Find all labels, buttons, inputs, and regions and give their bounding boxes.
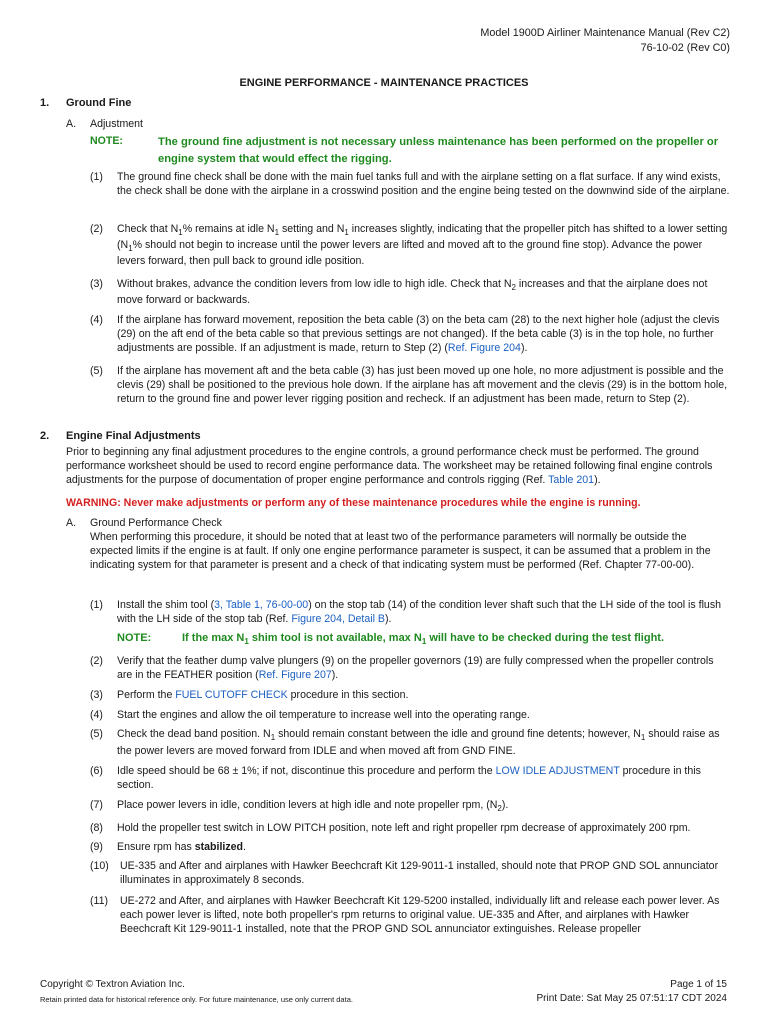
- low-idle-adjustment-link[interactable]: LOW IDLE ADJUSTMENT: [495, 765, 620, 777]
- list-item: (7) Place power levers in idle, condition levers at high idle and note propeller rpm, $(N_2)$.: [90, 799, 509, 813]
- note-label: NOTE:: [90, 135, 123, 147]
- section-1-number: 1.: [40, 97, 50, 109]
- ref-link-table-201[interactable]: Table 201: [548, 474, 595, 486]
- list-item: (5) If the airplane has movement aft and the beta cable (3) has just been moved up one hole, no more adjustment is possible and the clevis (29) shall be positioned to the previous hole down. If the airplane has aft movement and the clevis (29) is in the bottom hole, return to the ground fine and power lever rigging position and recheck. If an adjustment has been made, return to Step (2).: [90, 365, 728, 405]
- section-2-number: 2.: [40, 430, 50, 442]
- note-text: The ground fine adjustment is not necessary unless maintenance has been performed on the propeller or engine system that would effect the rigging.: [158, 136, 719, 165]
- section-1-title: Ground Fine: [66, 97, 132, 109]
- list-item: (10) UE-335 and After and airplanes with Hawker Beechcraft Kit 129-9011-1 installed, should note that PROP GND SOL annunciator illuminates in approximately 8 seconds.: [90, 860, 719, 886]
- list-item: (1) The ground fine check shall be done with the main fuel tanks full and with the airplane setting on a flat surface. If any wind exists, the check shall be done with the airplane in a crosswind position and the engine being tested on the downwind side of the airplane.: [90, 171, 730, 197]
- subsection-1a-letter: A.: [66, 118, 77, 130]
- list-item: (1) Install the shim tool (3, Table 1, 76-00-00) on the stop tab (14) of the condition lever shaft such that the LH side of the tool is flush with the LH side of the stop tab (Ref. Figure 204, Detail B).: [90, 599, 722, 625]
- section-2-title: Engine Final Adjustments: [66, 430, 201, 442]
- list-item: (5) Check the dead band position. $N_1$ should remain constant between the idle and ground fine detents; however, $N_1$ should raise as the power levers are moved forward from IDLE and when moved aft from GND FINE.: [90, 728, 720, 757]
- chapter-ref: 76-10-02 (Rev C0): [640, 42, 730, 54]
- list-item: (9) Ensure rpm has stabilized.: [90, 841, 246, 853]
- footer-right: [537, 978, 727, 1006]
- subsection-2a-title: Ground Performance Check: [90, 517, 222, 529]
- document-header: [480, 26, 730, 56]
- page-number: Page 1 of 15: [670, 979, 727, 990]
- list-item: (8) Hold the propeller test switch in LOW PITCH position, note left and right propeller rpm decrease of approximately 200 rpm.: [90, 822, 691, 834]
- subsection-2a-letter: A.: [66, 517, 77, 529]
- subsection-1a-title: Adjustment: [90, 118, 143, 130]
- list-item: (4) If the airplane has forward movement, reposition the beta cable (3) on the beta cam (28) to the next higher hole (adjust the clevis (29) on the aft end of the beta cable so that previous settings are not changed). If the beta cable (3) is in the top hole, no further adjustments are possible. If an adjustment is made, return to Step (2) (Ref. Figure 204).: [90, 314, 720, 354]
- ref-link-figure-204-detail-b[interactable]: Figure 204, Detail B: [291, 613, 385, 625]
- note-label-2: NOTE:: [117, 632, 152, 644]
- fuel-cutoff-check-link[interactable]: FUEL CUTOFF CHECK: [175, 689, 288, 701]
- list-item: (3) Without brakes, advance the condition levers from low idle to high idle. Check that $N_2$ increases and that the airplane does not move forward or backwards.: [90, 278, 708, 306]
- ref-link-figure-204[interactable]: Ref. Figure 204: [447, 342, 521, 354]
- page-title: ENGINE PERFORMANCE - MAINTENANCE PRACTICES: [239, 77, 529, 89]
- warning-text: WARNING: Never make adjustments or perform any of these maintenance procedures while the engine is running.: [66, 497, 641, 509]
- retain-notice: Retain printed data for historical reference only. For future maintenance, use only current data.: [40, 995, 353, 1004]
- list-item: (3) Perform the FUEL CUTOFF CHECK procedure in this section.: [90, 689, 409, 701]
- subsection-2a-paragraph: When performing this procedure, it should be noted that at least two of the performance parameters will normally be outside the expected limits if the engine is at fault. If only one engine performance parameter is suspect, it can be assumed that a problem in the indicating system for that parameter is present and a check of that indicating system must be performed (Ref. Chapter 77-00-00).: [90, 531, 711, 571]
- list-item: (2) Check that $N_1\%$ remains at idle $N_1$ setting and $N_1$ increases slightly, indicating that the propeller pitch has shifted to a lower setting ($N_1\%$ should not begin to increase until the power levers are lifted and moved aft to the ground fine stop). Advance the power levers forward, then pull back to ground idle position.: [90, 223, 728, 267]
- copyright-text: Copyright © Textron Aviation Inc.: [40, 979, 185, 990]
- print-date: Print Date: Sat May 25 07:51:17 CDT 2024: [536, 993, 727, 1004]
- ref-link-figure-207[interactable]: Ref. Figure 207: [258, 669, 332, 681]
- list-item: (2) Verify that the feather dump valve plungers (9) on the propeller governors (19) are fully compressed when the propeller controls are in the FEATHER position (Ref. Figure 207).: [90, 655, 714, 681]
- list-item: (6) Idle speed should be 68 ± 1%; if not, discontinue this procedure and perform the LOW IDLE ADJUSTMENT procedure in this section.: [90, 765, 701, 791]
- note-text-2: If the $\max N_1$ shim tool is not available, $\max N_1$ will have to be checked during the test flight.: [182, 632, 665, 646]
- section-2-paragraph: Prior to beginning any final adjustment procedures to the engine controls, a ground performance check must be performed. The ground performance worksheet should be used to record engine performance data. The worksheet may be retained following final engine controls adjustments for the purpose of documentation of proper engine performance and controls rigging (Ref. Table 201).: [66, 446, 713, 486]
- list-item: (4) Start the engines and allow the oil temperature to increase well into the operating range.: [90, 709, 530, 721]
- ref-link-table-1[interactable]: 3, Table 1, 76-00-00: [214, 599, 309, 611]
- list-item: (11) UE-272 and After, and airplanes with Hawker Beechcraft Kit 129-5200 installed, individually lift and release each power lever. As each power lever is lifted, note both propeller's rpm returns to original value. UE-335 and After, and airplanes with Hawker Beechcraft Kit 129-9011-1 installed, note that the PROP GND SOL annunciator extinguishes. Release propeller: [90, 895, 720, 935]
- manual-title: Model 1900D Airliner Maintenance Manual (Rev C2): [480, 27, 730, 39]
